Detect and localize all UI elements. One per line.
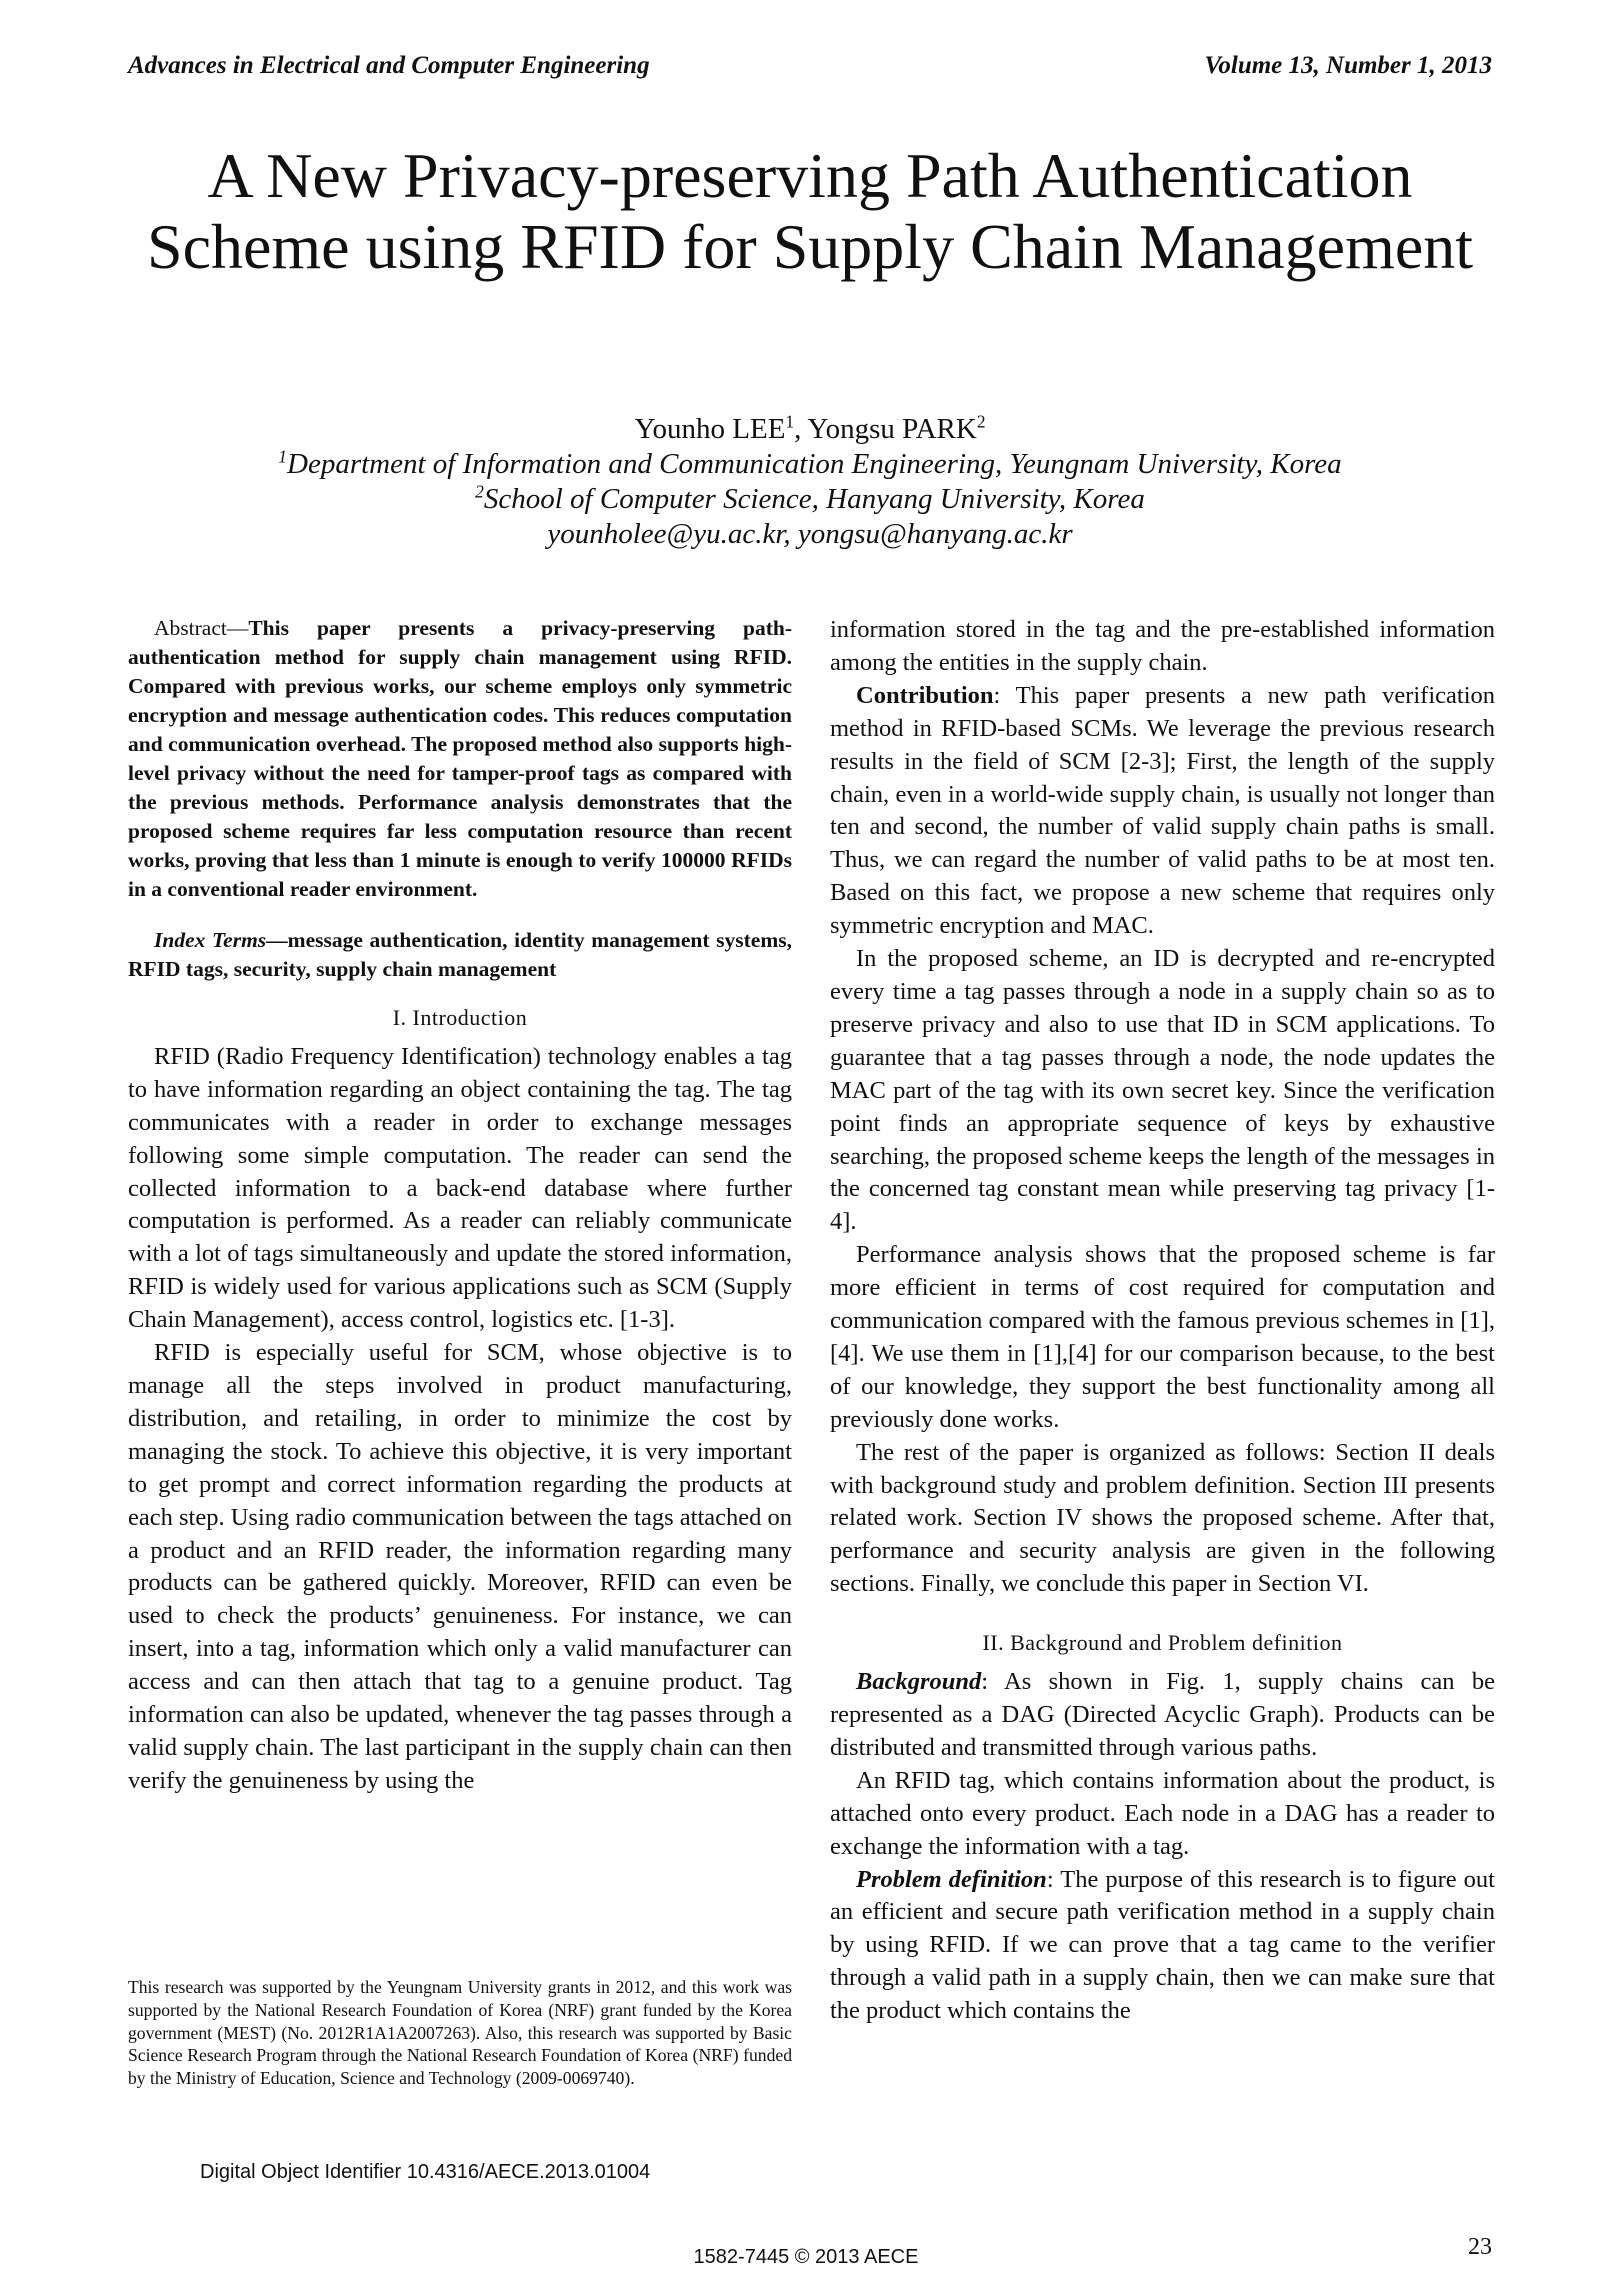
paragraph-problem: Problem definition: The purpose of this research is to figure out an efficient and secure path verification method in a supply chain by using RFID. If we can prove that a tag came to the verifier through a valid path in a supply chain, then we can make sure that the product which contains the: [830, 1865, 1495, 2025]
footnote: This research was supported by the Yeungnam University grants in 2012, and this work was supported by the National Research Foundation of Korea (NRF) grant funded by the Korea government (MEST) (No. 2012R1A1A2007263). Also, this research was supported by Basic Science Research Program through the National Research Foundation of Korea (NRF) funded by the Ministry of Education, Science and Technology (2009-0069740).: [128, 1977, 792, 2089]
affiliation-2: $^2$School of Computer Science, Hanyang University, Korea: [475, 481, 1145, 515]
paper-title: A New Privacy-preserving Path Authentication Scheme using RFID for Supply Chain Management: [146, 140, 1474, 282]
author-names: Younho LEE$^1$, Yongsu PARK$^2$: [634, 411, 986, 445]
paragraph: information stored in the tag and the pre-established information among the entities in the supply chain.: [830, 616, 1495, 676]
section-heading-background: II. Background and Problem definition: [982, 1630, 1343, 1656]
paragraph: In the proposed scheme, an ID is decrypted and re-encrypted every time a tag passes through a node in a supply chain so as to preserve privacy and also to use that ID in SCM applications. To guarantee that a tag passes through a node, the node updates the MAC part of the tag with its own secret key. Since the verification point finds an appropriate sequence of keys by exhaustive searching, the proposed scheme keeps the length of the messages in the concerned tag constant mean while preserving tag privacy [1-4].: [830, 945, 1495, 1236]
affiliation-1: $^1$Department of Information and Communication Engineering, Yeungnam University, Korea: [278, 446, 1342, 480]
issn-copyright: 1582-7445 © 2013 AECE: [693, 2246, 919, 2268]
journal-name: Advances in Electrical and Computer Engineering: [128, 52, 650, 79]
paragraph: An RFID tag, which contains information about the product, is attached onto every product. Each node in a DAG has a reader to exchange the information with a tag.: [830, 1766, 1495, 1860]
section-heading-introduction: I. Introduction: [392, 1005, 528, 1030]
paragraph-background: Background: As shown in Fig. 1, supply chains can be represented as a DAG (Directed Acyclic Graph). Products can be distributed and transmitted through various paths.: [830, 1668, 1495, 1761]
index-terms: Index Terms—message authentication, identity management systems, RFID tags, security, supply chain management: [128, 928, 792, 981]
volume-info: Volume 13, Number 1, 2013: [1204, 52, 1492, 79]
page-number: 23: [1468, 2234, 1492, 2260]
abstract: Abstract—This paper presents a privacy-preserving path-authentication method for supply chain management using RFID. Compared with previous works, our scheme employs only symmetric encryption and message authentication codes. This reduces computation and communication overhead. The proposed method also supports high-level privacy without the need for tamper-proof tags as compared with the previous methods. Performance analysis demonstrates that the proposed scheme requires far less computation resource than recent works, proving that less than 1 minute is enough to verify 100000 RFIDs in a conventional reader environment.: [128, 616, 792, 901]
author-block: [128, 412, 1492, 552]
right-column: [830, 614, 1495, 2028]
paragraph: The rest of the paper is organized as follows: Section II deals with background study and problem definition. Section III presents related work. Section IV shows the proposed scheme. After that, performance and security analysis are given in the following sections. Finally, we conclude this paper in Section VI.: [830, 1438, 1495, 1598]
paragraph-contribution: Contribution: This paper presents a new path verification method in RFID-based SCMs. We leverage the previous research results in the field of SCM [2-3]; First, the length of the supply chain, even in a world-wide supply chain, is usually not longer than ten and second, the number of valid supply chain paths is small. Thus, we can regard the number of valid paths to be at most ten. Based on this fact, we propose a new scheme that requires only symmetric encryption and MAC.: [830, 681, 1495, 940]
running-header: [128, 52, 1492, 88]
paragraph: RFID (Radio Frequency Identification) technology enables a tag to have information regarding an object containing the tag. The tag communicates with a reader in order to exchange messages following some simple computation. The reader can send the collected information to a back-end database where further computation is performed. As a reader can reliably communicate with a lot of tags simultaneously and update the stored information, RFID is widely used for various applications such as SCM (Supply Chain Management), access control, logistics etc. [1-3].: [128, 1042, 792, 1334]
author-emails: younholee@yu.ac.kr, yongsu@hanyang.ac.kr: [547, 518, 1073, 550]
paragraph: RFID is especially useful for SCM, whose objective is to manage all the steps involved in product manufacturing, distribution, and retailing, in order to minimize the cost by managing the stock. To achieve this objective, it is very important to get prompt and correct information regarding the products at each step. Using radio communication between the tags attached on a product and an RFID reader, the information regarding many products can be gathered quickly. Moreover, RFID can even be used to check the products’ genuineness. For instance, we can insert, into a tag, information which only a valid manufacturer can access and can then attach that tag to a genuine product. Tag information can also be updated, whenever the tag passes through a valid supply chain. The last participant in the supply chain can then verify the genuineness by using the: [128, 1339, 793, 1794]
left-column: [128, 614, 792, 1798]
paragraph: Performance analysis shows that the proposed scheme is far more efficient in terms of cost required for computation and communication compared with the famous previous schemes in [1],[4]. We use them in [1],[4] for our comparison because, to the best of our knowledge, they support the best functionality among all previously done works.: [830, 1241, 1495, 1433]
doi: Digital Object Identifier 10.4316/AECE.2013.01004: [200, 2161, 651, 2183]
